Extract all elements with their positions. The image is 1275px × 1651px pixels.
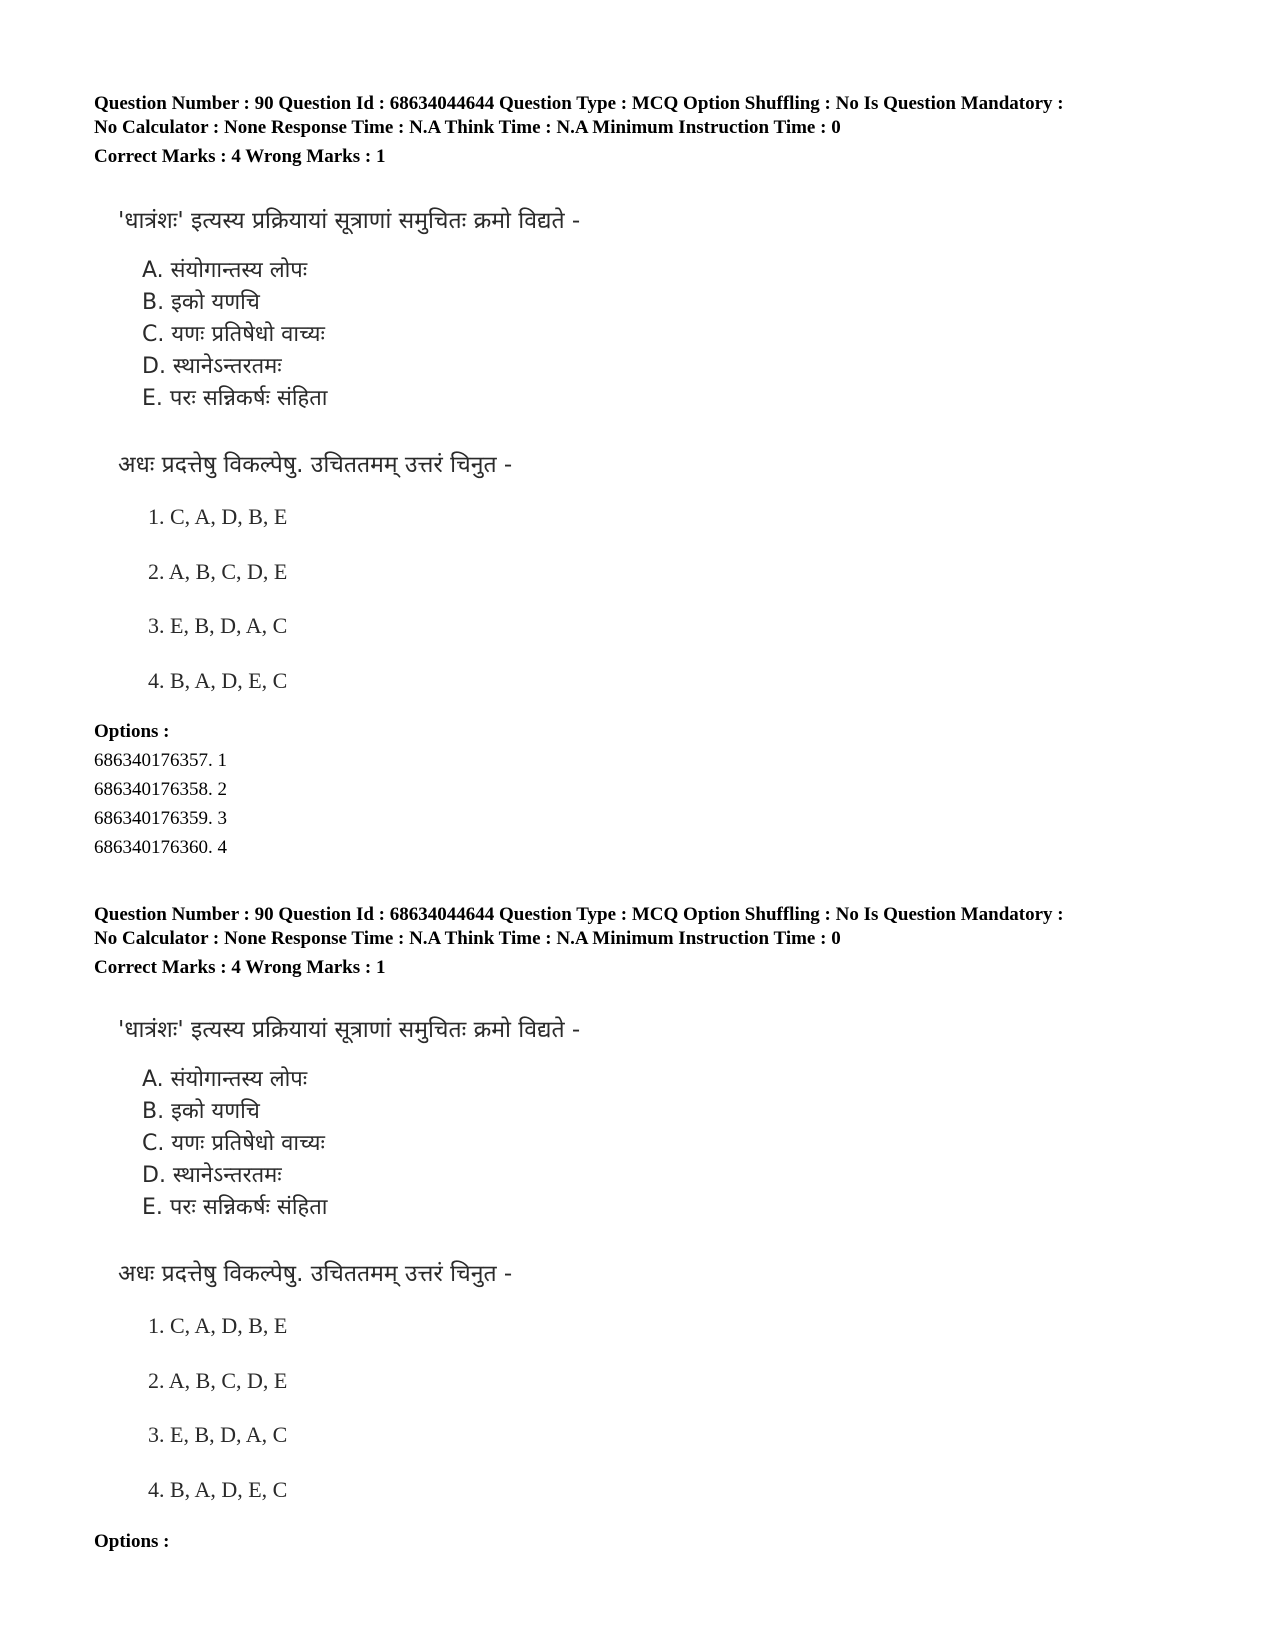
choice-2: 2. A, B, C, D, E	[148, 559, 288, 584]
statement-a: A. संयोगान्तस्य लोपः	[142, 258, 308, 283]
choice-3: 3. E, B, D, A, C	[148, 613, 288, 638]
option-id-3: 686340176359. 3	[94, 808, 227, 829]
option-id-2: 686340176358. 2	[94, 779, 227, 800]
statement-d: D. स्थानेऽन्तरतमः	[142, 354, 282, 379]
choice-4: 4. B, A, D, E, C	[148, 668, 288, 693]
statement-b: B. इको यणचि	[142, 1099, 260, 1124]
statement-a: A. संयोगान्तस्य लोपः	[142, 1067, 308, 1092]
statement-e: E. परः सन्निकर्षः संहिता	[142, 386, 328, 411]
instruction-text: अधः प्रदत्तेषु विकल्पेषु. उचिततमम् उत्तरं चिनुत -	[118, 1261, 513, 1287]
instruction-text: अधः प्रदत्तेषु विकल्पेषु. उचिततमम् उत्तरं चिनुत -	[118, 452, 513, 478]
choice-4: 4. B, A, D, E, C	[148, 1477, 288, 1502]
statement-b: B. इको यणचि	[142, 290, 260, 315]
options-label: Options :	[94, 721, 170, 742]
question-meta-line-1: Question Number : 90 Question Id : 68634044644 Question Type : MCQ Option Shuffling : No Is Question Mandatory :	[94, 93, 1064, 114]
choice-3: 3. E, B, D, A, C	[148, 1422, 288, 1447]
choice-2: 2. A, B, C, D, E	[148, 1368, 288, 1393]
options-label: Options :	[94, 1531, 170, 1552]
choice-1: 1. C, A, D, B, E	[148, 504, 288, 529]
question-meta-line-1: Question Number : 90 Question Id : 68634044644 Question Type : MCQ Option Shuffling : No Is Question Mandatory :	[94, 904, 1064, 925]
choice-1: 1. C, A, D, B, E	[148, 1313, 288, 1338]
question-meta-line-2: No Calculator : None Response Time : N.A Think Time : N.A Minimum Instruction Time : 0	[94, 928, 841, 949]
question-stem: 'धात्रंशः' इत्यस्य प्रक्रियायां सूत्राणां समुचितः क्रमो विद्यते -	[118, 208, 581, 234]
option-id-1: 686340176357. 1	[94, 750, 227, 771]
statement-d: D. स्थानेऽन्तरतमः	[142, 1163, 282, 1188]
marks-line: Correct Marks : 4 Wrong Marks : 1	[94, 957, 386, 978]
option-id-4: 686340176360. 4	[94, 837, 227, 858]
marks-line: Correct Marks : 4 Wrong Marks : 1	[94, 146, 386, 167]
statement-c: C. यणः प्रतिषेधो वाच्यः	[142, 1131, 325, 1156]
statement-c: C. यणः प्रतिषेधो वाच्यः	[142, 322, 325, 347]
question-meta-line-2: No Calculator : None Response Time : N.A Think Time : N.A Minimum Instruction Time : 0	[94, 117, 841, 138]
statement-e: E. परः सन्निकर्षः संहिता	[142, 1195, 328, 1220]
question-stem: 'धात्रंशः' इत्यस्य प्रक्रियायां सूत्राणां समुचितः क्रमो विद्यते -	[118, 1017, 581, 1043]
